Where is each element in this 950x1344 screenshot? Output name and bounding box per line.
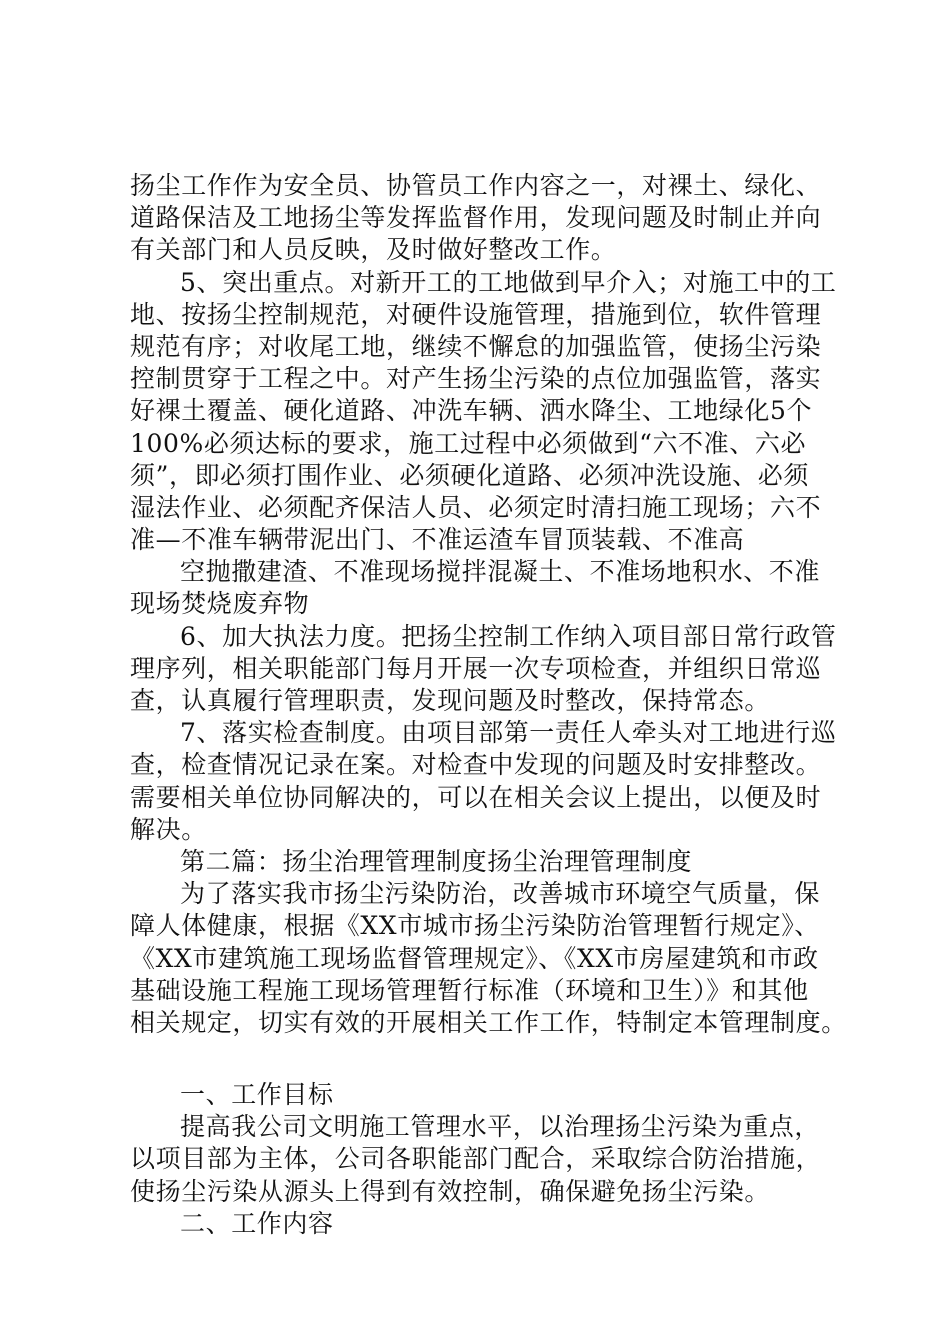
text-line: 提高我公司文明施工管理水平，以治理扬尘污染为重点， [180,1112,821,1142]
text-line: 解决。 [130,814,207,844]
section-heading: 一、工作目标 [180,1080,334,1110]
text-line: 准—不准车辆带泥出门、不准运渣车冒顶装载、不准高 [130,525,745,555]
text-line: 须”，即必须打围作业、必须硬化道路、必须冲洗设施、必须 [130,460,809,490]
section-heading: 第二篇：扬尘治理管理制度扬尘治理管理制度 [180,846,693,876]
text-line: 需要相关单位协同解决的，可以在相关会议上提出，以便及时 [130,782,822,812]
text-line: 使扬尘污染从源头上得到有效控制，确保避免扬尘污染。 [130,1176,771,1206]
text-line: 为了落实我市扬尘污染防治，改善城市环境空气质量，保 [180,879,821,909]
text-line: 100%必须达标的要求，施工过程中必须做到“六不准、六必 [130,428,807,458]
text-line: 有关部门和人员反映，及时做好整改工作。 [130,235,617,265]
text-line: 地、按扬尘控制规范，对硬件设施管理，措施到位，软件管理 [130,299,822,329]
text-line: 基础设施工程施工现场管理暂行标准（环境和卫生）》和其他 [130,975,809,1005]
text-line: 5、突出重点。对新开工的工地做到早介入；对施工中的工 [180,267,837,297]
text-line: 查，检查情况记录在案。对检查中发现的问题及时安排整改。 [130,750,822,780]
text-line: 规范有序；对收尾工地，继续不懈怠的加强监管，使扬尘污染 [130,331,822,361]
text-line: 相关规定，切实有效的开展相关工作工作，特制定本管理制度。 [130,1007,847,1037]
document-body [130,170,850,1240]
section-heading: 二、工作内容 [180,1208,334,1238]
paragraph-gap [130,1039,850,1079]
text-line: 湿法作业、必须配齐保洁人员、必须定时清扫施工现场；六不 [130,492,822,522]
text-line: 《XX市建筑施工现场监督管理规定》、《XX市房屋建筑和市政 [130,943,819,973]
text-line: 查，认真履行管理职责，发现问题及时整改，保持常态。 [130,686,771,715]
text-line: 7、落实检查制度。由项目部第一责任人牵头对工地进行巡 [180,718,837,748]
text-line: 空抛撒建渣、不准现场搅拌混凝土、不准场地积水、不准 [180,557,821,587]
text-line: 控制贯穿于工程之中。对产生扬尘污染的点位加强监管，落实 [130,364,822,394]
text-line: 道路保洁及工地扬尘等发挥监督作用，发现问题及时制止并向 [130,203,822,233]
text-line: 以项目部为主体，公司各职能部门配合，采取综合防治措施， [130,1144,822,1174]
text-line: 好裸土覆盖、硬化道路、冲洗车辆、洒水降尘、工地绿化5个 [130,396,813,426]
text-line: 障人体健康，根据《XX市城市扬尘污染防治管理暂行规定》、 [130,911,820,941]
text-line: 现场焚烧废弃物 [130,589,310,619]
text-line: 扬尘工作作为安全员、协管员工作内容之一，对裸土、绿化、 [130,171,822,200]
text-line: 6、加大执法力度。把扬尘控制工作纳入项目部日常行政管 [180,621,837,651]
text-line: 理序列，相关职能部门每月开展一次专项检查，并组织日常巡 [130,653,822,683]
